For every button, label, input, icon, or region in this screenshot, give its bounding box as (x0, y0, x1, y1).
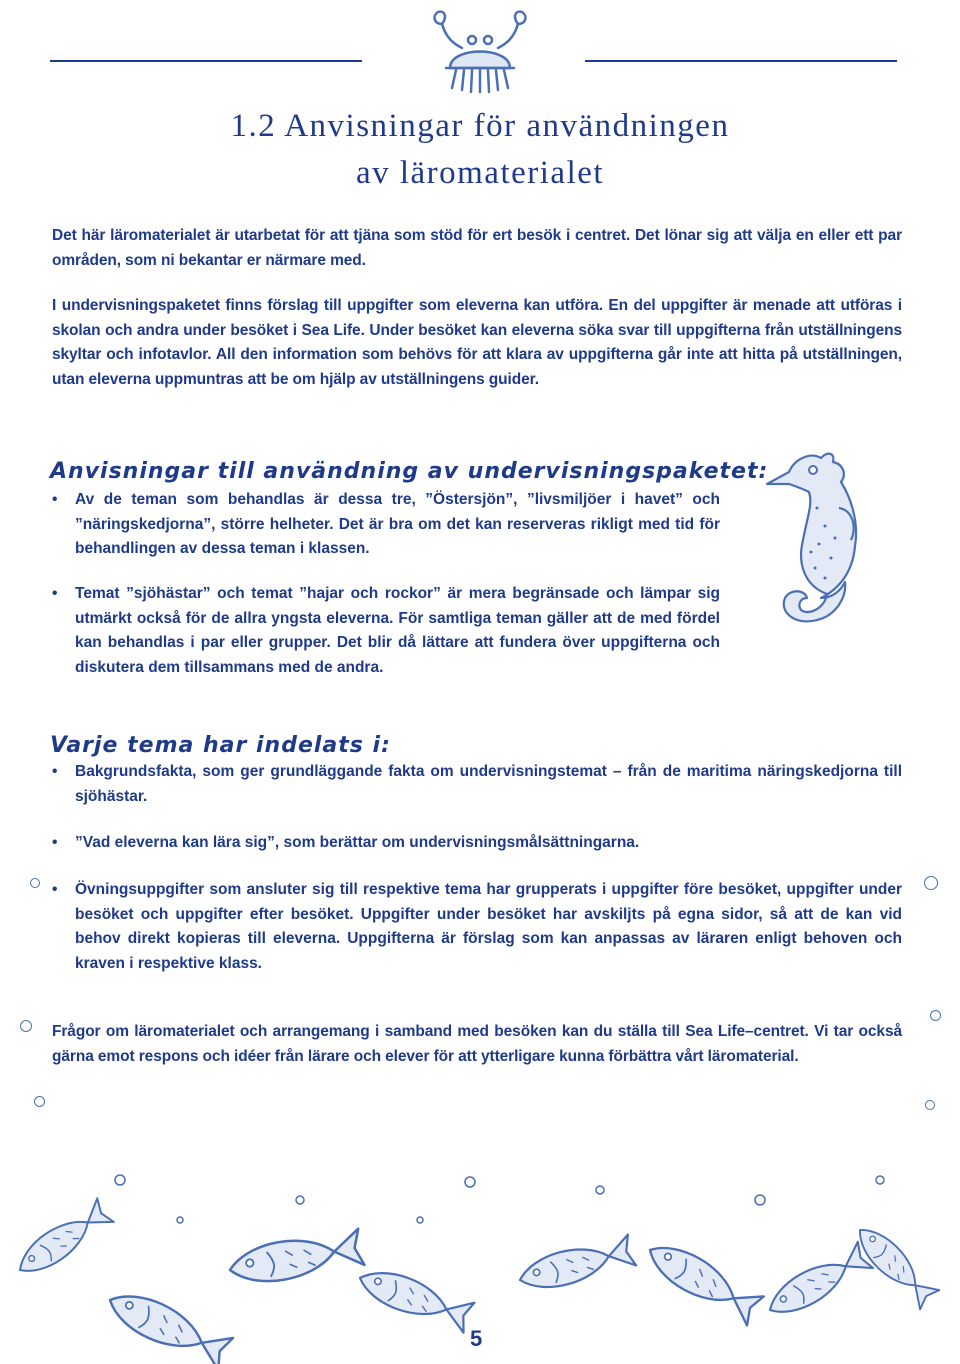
section-heading-theme-parts: Varje tema har indelats i: (50, 733, 391, 758)
bubble-icon (930, 1010, 941, 1021)
list-item (52, 878, 902, 976)
header-rule-right (585, 60, 897, 62)
list-item-text: Temat ”sjöhästar” och temat ”hajar och rockor” är mera begränsade och lämpar sig utmärkt också för de allra yngsta eleverna. För samtliga teman gäller att de med fördel kan behandlas i par eller grupper. Det blir då lättare att fundera över uppgifterna och diskutera dem tillsammans med de andra. (75, 585, 720, 676)
bullet-icon: • (52, 491, 58, 508)
bullet-icon: • (52, 763, 58, 780)
list-item-text: ”Vad eleverna kan lära sig”, som berättar om undervisningsmålsättningarna. (75, 834, 640, 851)
closing-paragraph: Frågor om läromaterialet och arrangemang i samband med besöken kan du ställa till Sea Life–centret. Vi tar också gärna emot respons och idéer från lärare och elever för att ytterligare kunna förbättra vårt läromaterial. (52, 1023, 902, 1065)
page-title-line1: 1.2 Anvisningar för användningen (230, 108, 730, 144)
list-item-text: Bakgrundsfakta, som ger grundläggande fakta om undervisningstemat – från de maritima näringskedjorna till sjöhästar. (75, 763, 902, 805)
list-item-text: Av de teman som behandlas är dessa tre, ”Östersjön”, ”livsmiljöer i havet” och ”näringskedjorna”, större helheter. Det är bra om det kan reserveras rikligt med tid för behandlingen av dessa teman i klassen. (75, 491, 720, 557)
list-item (52, 582, 720, 680)
list-item (52, 831, 902, 856)
bubble-icon (925, 1100, 935, 1110)
list-item (52, 488, 720, 562)
seahorse-illustration (755, 448, 885, 648)
list-item (52, 760, 902, 809)
intro-paragraph-1: Det här läromaterialet är utarbetat för att tjäna som stöd för ert besök i centret. Det lönar sig att välja en eller ett par områden, som ni bekantar er närmare med. (52, 227, 902, 269)
bubble-icon (30, 878, 40, 888)
bubble-icon (20, 1020, 32, 1032)
page-title-line2: av läromaterialet (355, 155, 605, 191)
bullet-icon: • (52, 585, 58, 602)
list-item-text: Övningsuppgifter som ansluter sig till respektive tema har grupperats i uppgifter före besöket, uppgifter under besöket och uppgifter efter besöket. Uppgifter under besöket har avskiljts på egna sidor, så att de kan vid behov direkt kopieras till eleverna. Uppgifterna är förslag som kan anpassas av läraren enligt behoven och kraven i respektive klass. (75, 881, 902, 972)
crab-illustration (420, 2, 540, 98)
intro-paragraph-2: I undervisningspaketet finns förslag till uppgifter som eleverna kan utföra. En del uppgifter är menade att utföras i skolan och andra under besöket i Sea Life. Under besöket kan eleverna söka svar till uppgifterna från utställningens skyltar och infotavlor. All den information som behövs för att klara av uppgifterna går inte att hitta på utställningen, utan eleverna uppmuntras att be om hjälp av utställningens guider. (52, 297, 902, 388)
bullet-icon: • (52, 834, 58, 851)
section-heading-instructions: Anvisningar till användning av undervisningspaketet: (50, 459, 769, 484)
page-number: 5 (470, 1326, 483, 1351)
header-rule-left (50, 60, 362, 62)
bubble-icon (924, 876, 938, 890)
bullet-icon: • (52, 881, 58, 898)
bubble-icon (34, 1096, 45, 1107)
